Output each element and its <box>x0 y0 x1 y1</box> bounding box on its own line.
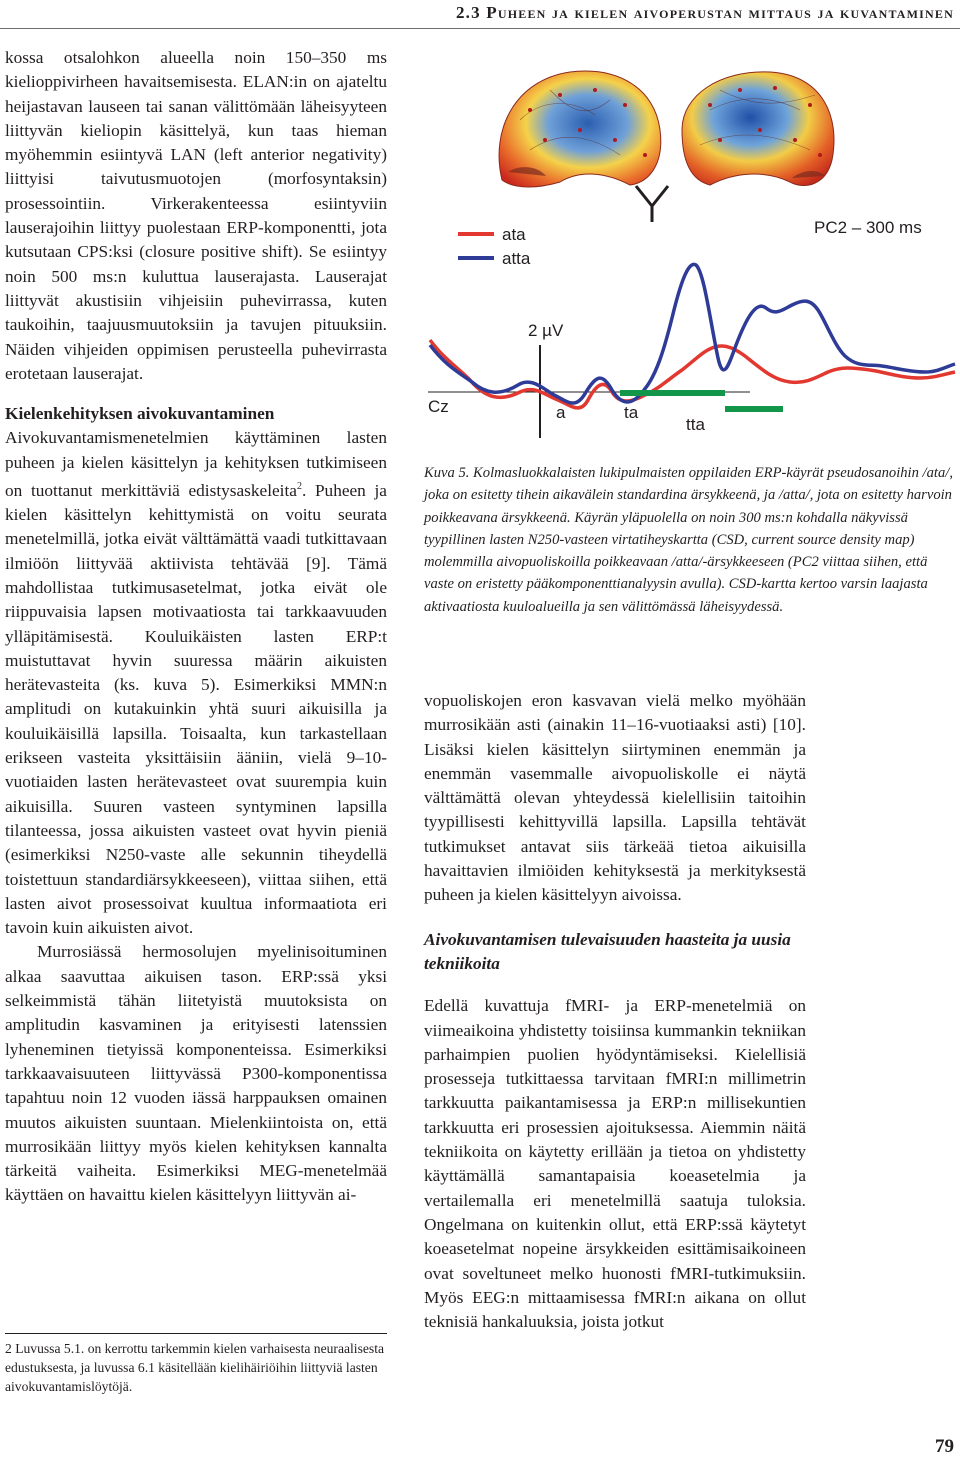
figure-caption: Kuva 5. Kolmasluokkalaisten lukipulmaisten oppilaiden ERP-käyrät pseudosanoihin /ata/, joka on esitetty tihein aikavälein standardina ärsykkeenä, ja /atta/, jota on esitetty harvoin poikkeavana ärsykkeenä. Käyrän yläpuolella on noin 300 ms:n kohdalla näkyvissä tyypillinen lasten N250-vasteen virtatiheyskartta (CSD, current source density map) molemmilla aivopuoliskoilla poikkeavaan /atta/-ärsykkeeseen (PC2 viittaa siihen, että vaste on eristetty pääkomponenttianalyysin avulla). CSD-kartta kertoo varsin laajasta aktivaatiosta kuuloalueilla ja sen välittömässä läheisyydessä. <box>424 465 953 615</box>
section-heading-future-challenges: Aivokuvantamisen tulevaisuuden haasteita ja uusia tekniikoita <box>424 929 791 973</box>
pc2-label: PC2 – 300 ms <box>814 218 922 237</box>
footnote <box>5 1339 390 1396</box>
csd-map-right-hemisphere <box>682 72 834 186</box>
erp-curve-ata <box>430 340 955 408</box>
marker-a-label: a <box>556 403 566 422</box>
erp-figure-svg <box>420 60 960 450</box>
footnote-ref-2: 2 <box>296 481 302 493</box>
left-paragraph-2-start: Aivokuvantamismenetelmien käyttäminen lasten puheen ja kielen käsittelyn ja kehityksen tutkimiseen on tuottanut merkittäviä edistysaskeleita <box>5 428 387 500</box>
marker-tta-bar <box>725 406 783 412</box>
figure-5-erp <box>420 60 960 450</box>
right-paragraph-2: Edellä kuvattuja fMRI- ja ERP-menetelmiä on viimeaikoina yhdistetty toisiinsa kummankin tekniikan parhaimpien puolien hyödyntämiseksi. Kielellisiä prosesseja tutkittaessa tarvitaan fMRI:n millimetrin tarkkuutta paikantamisessa ja ERP:n millisekuntien tarkkuutta eri prosessien ajoituksessa. Aiemmin näitä tekniikoita on käytetty erillään ja tietoa on yhdistetty käyttämällä samantapaisia koeasetelmia ja vertailemalla eri menetelmillä saatuja tuloksia. Ongelmana on kuitenkin ollut, että ERP:ssä käytetyt koeasetelmat nopeine ärsykkeiden esittämisaikoineen ovat soveltuneet melko huonosti fMRI-tutkimuksiin. Myös EEG:n mittaamisessa fMRI:n aikana on ollut teknisiä hankaluuksia, joista jotkut <box>424 996 806 1332</box>
marker-tta-label: tta <box>686 415 705 434</box>
scale-label: 2 µV <box>528 321 564 340</box>
left-column <box>5 46 387 1208</box>
connector-arrow <box>636 186 668 222</box>
left-paragraph-1: kossa otsalohkon alueella noin 150–350 ms kielioppivirheen havaitsemisesta. ELAN:in on ajateltu heijastavan lauseen tai sanan välittömään läheisyyteen liittyvän kieliopin käsittelyä, kun taas hieman myöhemmin esiintyvä LAN (left anterior negativity) liittyisi taivutusmuotojen (morfosyntaksin) prosessointiin. Virkerakenteessa esiintyviin lauserajoihin liittyy puolestaan ERP-komponentti, jota kutsutaan CPS:ksi (closure positive shift). Se esiintyy noin 500 ms:n kuluttua lauserajasta. Lauserajat liittyvät akustisiin vihjeisiin puhevirrassa, kuten taukoihin, taajuusmuutoksiin ja tavujen pituuksiin. Näiden vihjeiden oppimisen perusteella puhevirrasta erotetaan lauserajat. <box>5 48 387 383</box>
erp-curve-atta <box>430 264 955 403</box>
running-head: 2.3 Puheen ja kielen aivoperustan mittaus ja kuvantaminen <box>455 3 954 22</box>
left-paragraph-3: Murrosiässä hermosolujen myelinisoituminen alkaa saavuttaa aikuisen tason. ERP:ssä yksi selkeimmistä tähän liitetyistä muutoksista on amplitudin kasvaminen ja erityisesti latenssien lyheneminen tietyissä komponenteissa. Esimerkiksi tarkkaavaisuuteen liittyvässä P300-komponentissa tapahtuu noin 12 vuoden iässä harppauksen omainen muutos aikuisten suuntaan. Mielenkiintoista on, että murrosikään liittyy myös kielen kehityksen kannalta tärkeitä vaiheita. Esimerkiksi MEG-menetelmää käyttäen on havaittu kielen käsittelyyn liittyvän ai- <box>5 942 387 1205</box>
csd-map-left-hemisphere <box>499 71 661 187</box>
right-paragraph-1: vopuoliskojen eron kasvavan vielä melko myöhään murrosikään asti (ainakin 11–16-vuotiaaksi asti) [10]. Lisäksi kielen käsittelyn siirtyminen enemmän ja enemmän vasemmalle aivopuoliskolle ei näytä välttämättä olevan yhteydessä kielellisiin taitoihin tyypillisesti kehittyvillä lapsilla. Lapsilla tehtävät tutkimukset antavat siis tärkeää tietoa aikuisilla havaittavien ilmiöiden kehityksestä ja merkityksestä puheen ja kielen käsittelyyn aivoissa. <box>424 691 806 905</box>
legend-atta-label: atta <box>502 249 531 268</box>
section-heading-brain-imaging: Kielenkehityksen aivokuvantaminen <box>5 404 275 424</box>
header-divider <box>0 28 960 29</box>
marker-a-bar <box>620 390 660 396</box>
right-column <box>424 689 806 1334</box>
footnote-divider <box>5 1333 387 1334</box>
marker-ta-label: ta <box>624 403 639 422</box>
left-paragraph-2-end: . Puheen ja kielen käsittelyn kehittymistä on voitu seurata menetelmillä, jotka eivät välttämättä vaadi tutkittavaan ilmiöön liittyvää aktiivista tehtävää [9]. Tämä mahdollistaa tutkimusasetelmat, jotka eivät ole riippuvaisia lapsen motivaatiosta tai tarkkaavuuden ylläpitämisestä. Kouluikäisten lasten ERP:t muistuttavat hyvin suuressa määrin aikuisten herätevasteita (ks. kuva 5). Esimerkiksi MMN:n amplitudi on kutakuinkin yhtä suuri aikuisilla ja kouluikäisillä lapsilla. Toisaalta, kun tarkastellaan erikseen vasteita yksittäisiin ääniin, vielä 9–10-vuotiaiden lasten herätevasteet ovat suurempia kuin aikuisilla. Suuren vasteen syntyminen lapsilla tilanteessa, jossa aikuisten vasteet ovat hyvin pieniä (esimerkiksi N250-vaste alle sekunnin tiheydellä toistettuun standardiärsykkeeseen), viittaa siihen, että lasten aivot prosessoivat kuultua informaatiota eri tavoin kuin aikuisten aivot. <box>5 480 387 938</box>
legend-ata-label: ata <box>502 225 526 244</box>
marker-ta-bar <box>660 390 725 396</box>
page-number: 79 <box>935 1436 954 1457</box>
electrode-label-cz: Cz <box>428 397 449 416</box>
left-paragraph-2 <box>5 426 387 940</box>
footnote-text: 2 Luvussa 5.1. on kerrottu tarkemmin kielen varhaisesta neuraalisesta edustuksesta, ja luvussa 6.1 käsitellään kielihäiriöihin liittyviä lasten aivokuvantamislöytöjä. <box>5 1341 384 1394</box>
